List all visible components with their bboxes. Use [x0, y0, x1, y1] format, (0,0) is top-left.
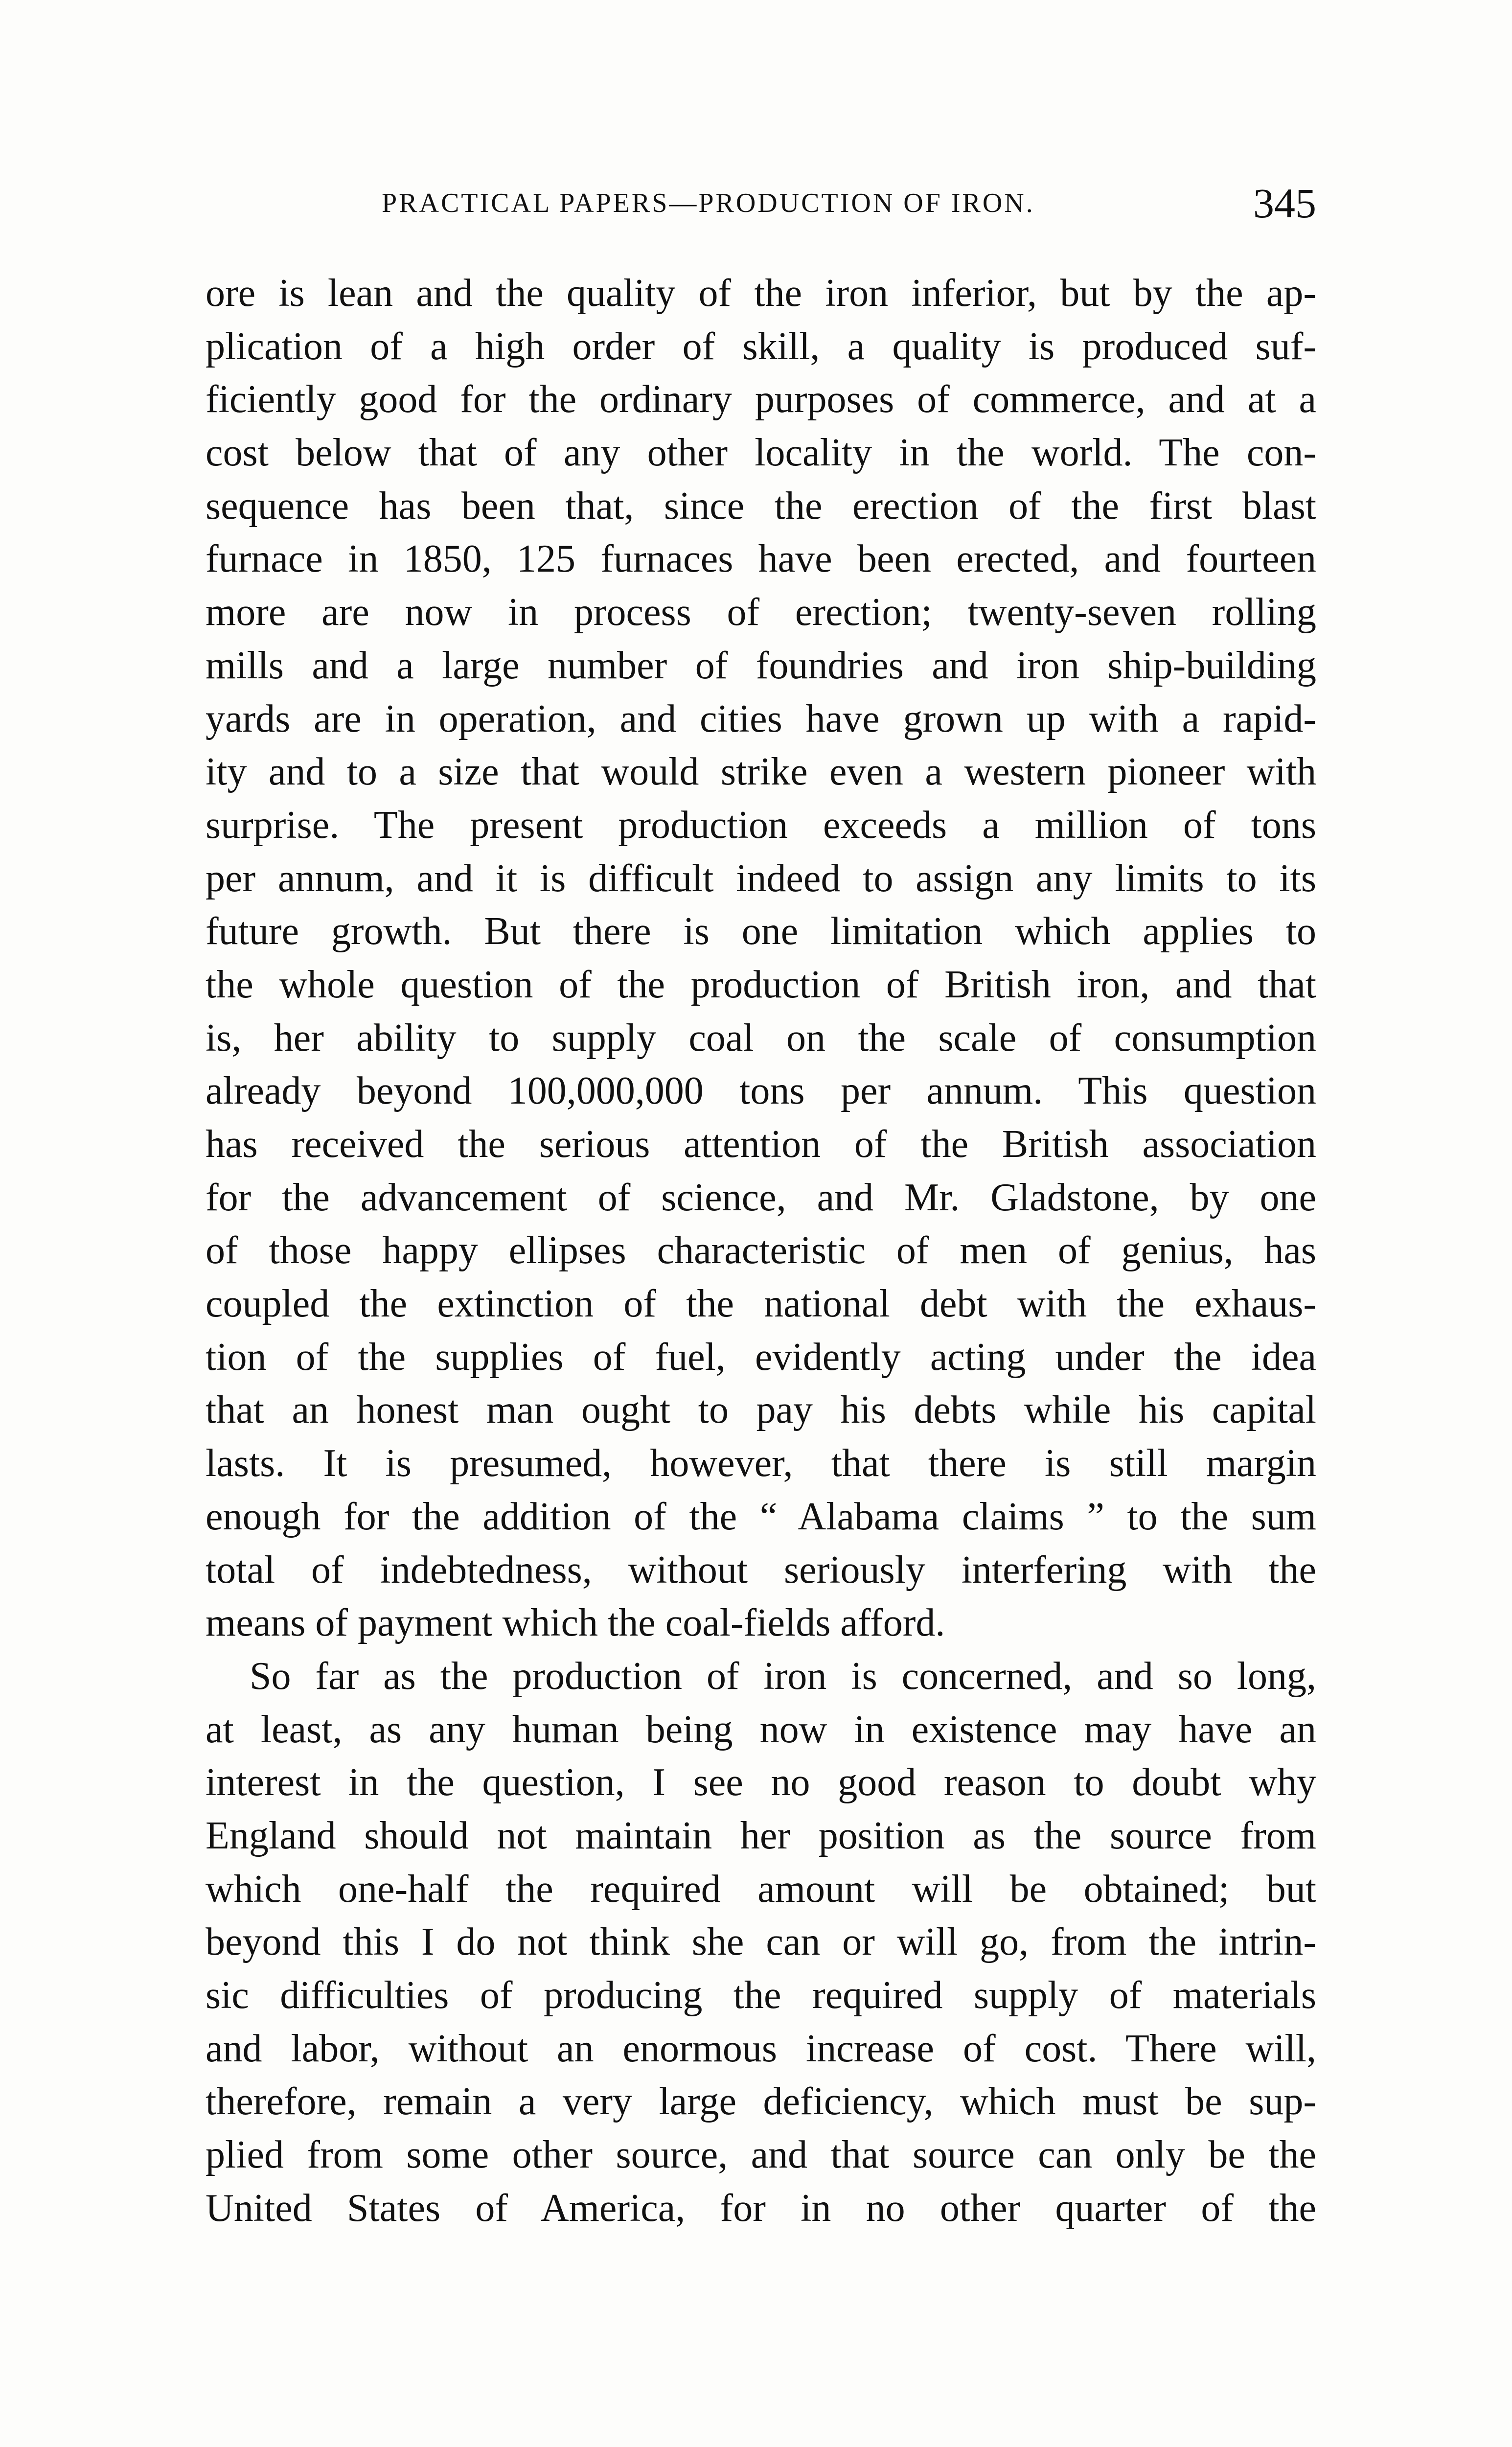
text-line: surprise. The present production exceeds a million of tons — [206, 803, 1316, 847]
text-line: therefore, remain a very large deficiency, which must be sup- — [206, 2080, 1316, 2124]
text-line: the whole question of the production of British iron, and that — [206, 963, 1316, 1006]
text-line: which one-half the required amount will be obtained; but — [206, 1867, 1316, 1911]
text-line: enough for the addition of the “ Alabama claims ” to the sum — [206, 1495, 1316, 1538]
text-line: plied from some other source, and that source can only be the — [206, 2133, 1316, 2177]
text-line: that an honest man ought to pay his debts while his capital — [206, 1388, 1316, 1432]
text-line: means of payment which the coal-fields afford. — [206, 1601, 945, 1645]
text-line: already beyond 100,000,000 tons per annum. This question — [206, 1069, 1316, 1113]
text-line: England should not maintain her position as the source from — [206, 1814, 1316, 1857]
text-line: tion of the supplies of fuel, evidently acting under the idea — [206, 1335, 1316, 1379]
paragraph-1 — [206, 267, 1316, 1650]
text-line: furnace in 1850, 125 furnaces have been erected, and fourteen — [206, 537, 1316, 581]
text-line: plication of a high order of skill, a quality is produced suf- — [206, 324, 1316, 368]
text-line: cost below that of any other locality in the world. The con- — [206, 431, 1316, 475]
text-line: beyond this I do not think she can or will go, from the intrin- — [206, 1920, 1316, 1964]
text-line: more are now in process of erection; twenty-seven rolling — [206, 591, 1316, 634]
text-line: ore is lean and the quality of the iron inferior, but by the ap- — [206, 272, 1316, 315]
text-line: So far as the production of iron is concerned, and so long, — [250, 1654, 1316, 1698]
page-number: 345 — [1253, 180, 1316, 227]
text-line: mills and a large number of foundries and iron ship-building — [206, 644, 1316, 687]
text-line: United States of America, for in no other quarter of the — [206, 2186, 1316, 2230]
text-line: ity and to a size that would strike even a western pioneer with — [206, 750, 1316, 794]
text-line: interest in the question, I see no good reason to doubt why — [206, 1761, 1316, 1804]
paragraph-2 — [206, 1650, 1316, 2235]
text-line: future growth. But there is one limitation which applies to — [206, 910, 1316, 953]
text-line: total of indebtedness, without seriously interfering with the — [206, 1548, 1316, 1592]
text-line: sic difficulties of producing the required supply of materials — [206, 1974, 1316, 2017]
text-line: sequence has been that, since the erection of the first blast — [206, 484, 1316, 528]
text-line: coupled the extinction of the national debt with the exhaus- — [206, 1282, 1316, 1326]
text-line: per annum, and it is difficult indeed to assign any limits to its — [206, 856, 1316, 900]
text-line: ficiently good for the ordinary purposes of commerce, and at a — [206, 378, 1316, 421]
text-line: has received the serious attention of the British association — [206, 1123, 1316, 1166]
text-line: of those happy ellipses characteristic of men of genius, has — [206, 1229, 1316, 1272]
text-line: is, her ability to supply coal on the scale of consumption — [206, 1016, 1316, 1060]
text-line: at least, as any human being now in existence may have an — [206, 1708, 1316, 1751]
running-title: PRACTICAL PAPERS—PRODUCTION OF IRON. — [382, 188, 1035, 218]
text-line: for the advancement of science, and Mr. Gladstone, by one — [206, 1176, 1316, 1219]
text-line: yards are in operation, and cities have grown up with a rapid- — [206, 697, 1316, 740]
body-text — [206, 267, 1316, 2235]
running-head — [206, 179, 1316, 232]
text-line: and labor, without an enormous increase of cost. There will, — [206, 2027, 1316, 2070]
text-line: lasts. It is presumed, however, that there is still margin — [206, 1442, 1316, 1485]
